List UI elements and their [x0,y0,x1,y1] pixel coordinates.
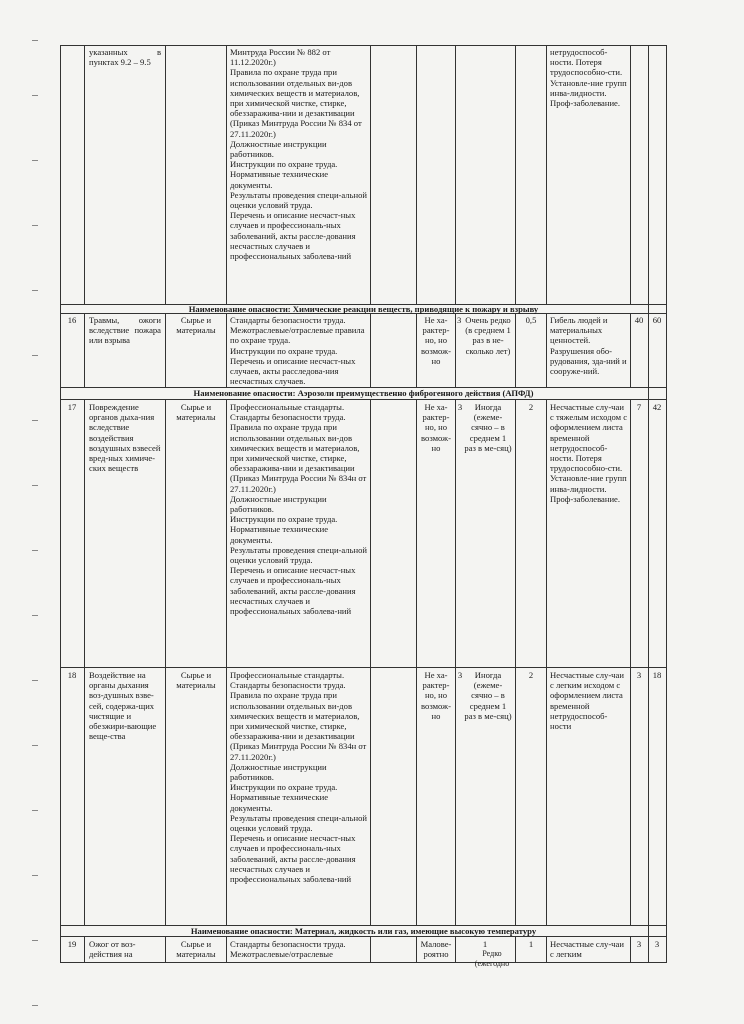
row18-source: Сырье и материалы [176,670,216,691]
binding-edge-marks [32,0,40,1024]
row18-c2: 18 [652,670,662,680]
section-header-high-temperature: Наименование опасности: Материал, жидкость или газ, имеющие высокую температуру [190,926,537,936]
row16-severity: 3 [457,315,461,325]
row17-frequency: Иногда (ежеме-сячно – в среднем 1 раз в ме-сяц) [464,402,512,453]
row18-c1: 3 [636,670,642,680]
row16-character: Не ха-рактер-но, но возмож-но [421,315,451,366]
row18-frequency: Иногда (ежеме-сячно – в среднем 1 раз в ме-сяц) [464,670,512,721]
row16-frequency: Очень редко (в среднем 1 раз в не-сколько лет) [465,315,511,356]
row17-name: Повреждение органов дыха-ния вследствие воздействия воздушных взвесей вред-ных химиче-ских веществ [89,402,161,474]
row16-source: Сырье и материалы [176,315,216,336]
row16-c1: 40 [634,315,644,325]
row19-c1: 3 [636,939,642,949]
row16-probability: 0,5 [525,315,537,325]
row16-num: 16 [67,315,77,325]
row19-probability: 1 [528,939,534,949]
row17-probability: 2 [528,402,534,412]
row16-c2: 60 [652,315,662,325]
row17-docs: Профессиональные стандарты. Стандарты безопасности труда. Правила по охране труда при использовании отдельных ви-дов химических веществ и материалов, при химической чистке, стирке, обеззаражива-нии и дезактивации (Приказ Минтруда России № 834н от 27.11.2020г.) Должностные инструкции работников. Инструкции по охране труда. Нормативные технические документы. Результаты проведения специ-альной оценки условий труда. Перечень и описание несчаст-ных случаев и профессиональ-ных заболеваний, акты рассле-дования несчастных случаев и профессиональных заболева-ний [230,402,367,617]
row19-source: Сырье и материалы [176,939,216,960]
row18-name: Воздействие на органы дыхания воз-душных взве-сей, содержа-щих чистящие и обезжири-вающие веще-ства [89,670,157,742]
row18-probability: 2 [528,670,534,680]
row18-docs: Профессиональные стандарты. Стандарты безопасности труда. Правила по охране труда при использовании отдельных ви-дов химических веществ и материалов, при химической чистке, стирке, обеззаражива-нии и дезактивации (Приказ Минтруда России № 834н от 27.11.2020г.) Должностные инструкции работников. Инструкции по охране труда. Нормативные технические документы. Результаты проведения специ-альной оценки условий труда. Перечень и описание несчаст-ных случаев и профессиональ-ных заболеваний, акты рассле-дования несчастных случаев и профессиональных заболева-ний [230,670,367,885]
row19-name: Ожог от воз-действия на [89,939,136,960]
row19-docs: Стандарты безопасности труда. Межотраслевые/отраслевые [230,939,346,960]
hazard-assessment-table [60,45,667,969]
row17-character: Не ха-рактер-но, но возмож-но [421,402,451,453]
row17-consequence: Несчастные слу-чаи с тяжелым исходом с оформлением листа временной нетрудоспособ-ности. Потеря трудоспособно-сти. Установле-ние групп инва-лидности. Проф-заболевание. [550,402,628,504]
row0-docs: Минтруда России № 882 от 11.12.2020г.) Правила по охране труда при использовании отдельных ви-дов химических веществ и материалов, при химической чистке, стирке, обеззаражива-нии и дезактивации (Приказ Минтруда России № 834 от 27.11.2020г.) Должностные инструкции работников. Инструкции по охране труда. Нормативные технические документы. Результаты проведения специ-альной оценки условий труда. Перечень и описание несчаст-ных случаев и профессиональ-ных заболеваний, акты рассле-дования несчастных случаев и профессиональных заболева-ний [230,47,367,262]
row17-severity: 3 [457,402,463,412]
row17-c2: 42 [652,402,662,412]
row19-frequency: Редко (ежегодно [474,949,510,969]
row19-num: 19 [67,939,77,949]
row19-consequence: Несчастные слу-чаи с легким [550,939,624,960]
row16-docs: Стандарты безопасности труда. Межотраслевые/отраслевые правила по охране труда. Инструкции по охране труда. Перечень и описание несчаст-ных случаев, акты расследова-ния несчастных случаев. [230,315,365,387]
row16-consequence: Гибель людей и материальных ценностей. Разрушения обо-рудования, зда-ний и сооруже-ний. [550,315,627,377]
row19-severity: 1 [482,939,488,949]
row18-severity: 3 [457,670,463,680]
row16-name: Травмы, ожоги вследствие пожара или взрыва [89,315,161,346]
row18-num: 18 [67,670,77,680]
row18-consequence: Несчастные слу-чаи с легким исходом с оформлением листа временной нетрудоспособ-ности [550,670,624,732]
row18-character: Не ха-рактер-но, но возмож-но [421,670,451,721]
row0-consequence: нетрудоспособ-ности. Потеря трудоспособно-сти. Установле-ние групп инва-лидности. Проф-заболевание. [550,47,627,109]
section-header-aerosol: Наименование опасности: Аэрозоли преимущественно фиброгенного действия (АПФД) [193,388,534,398]
row17-source: Сырье и материалы [176,402,216,423]
section-header-fire: Наименование опасности: Химические реакции веществ, приводящие к пожару и взрыву [188,304,539,314]
row19-c2: 3 [654,939,660,949]
row17-num: 17 [67,402,77,412]
row0-name: указанных в пунктах 9.2 – 9.5 [89,47,161,68]
row17-c1: 7 [636,402,642,412]
row19-character: Малове-роятно [420,939,452,960]
